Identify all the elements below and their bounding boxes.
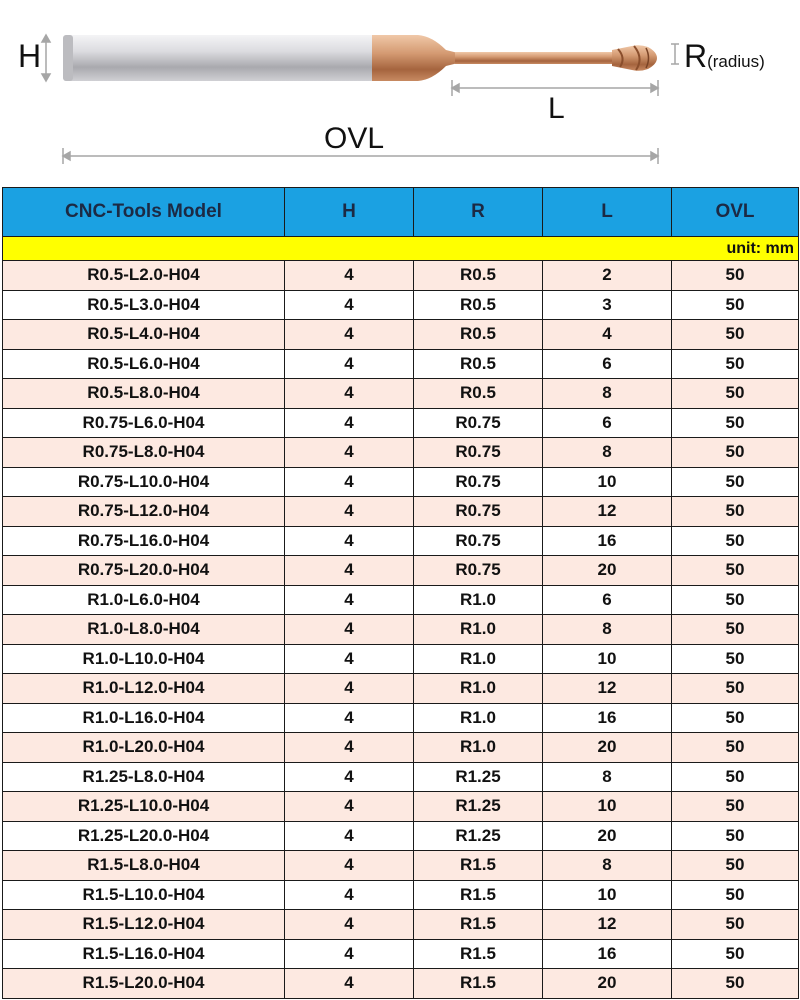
table-row xyxy=(3,792,799,822)
r-label-sub: (radius) xyxy=(707,52,765,71)
cell-ovl: 50 xyxy=(672,733,799,763)
cell-l: 8 xyxy=(543,851,672,881)
table-row xyxy=(3,497,799,527)
cell-h: 4 xyxy=(285,703,414,733)
cell-ovl: 50 xyxy=(672,792,799,822)
cell-model: R1.5-L16.0-H04 xyxy=(3,939,285,969)
cell-model: R0.75-L16.0-H04 xyxy=(3,526,285,556)
cell-r: R0.75 xyxy=(414,408,543,438)
cell-model: R0.5-L8.0-H04 xyxy=(3,379,285,409)
cell-l: 3 xyxy=(543,290,672,320)
cell-h: 4 xyxy=(285,497,414,527)
cell-l: 12 xyxy=(543,497,672,527)
cell-h: 4 xyxy=(285,349,414,379)
header-ovl: OVL xyxy=(672,188,799,237)
header-l: L xyxy=(543,188,672,237)
cell-l: 16 xyxy=(543,703,672,733)
cell-l: 8 xyxy=(543,379,672,409)
table-row xyxy=(3,438,799,468)
cell-l: 16 xyxy=(543,526,672,556)
cell-r: R1.0 xyxy=(414,703,543,733)
cell-model: R1.5-L12.0-H04 xyxy=(3,910,285,940)
table-row xyxy=(3,379,799,409)
cell-l: 10 xyxy=(543,467,672,497)
cell-model: R1.25-L20.0-H04 xyxy=(3,821,285,851)
cell-ovl: 50 xyxy=(672,703,799,733)
unit-row xyxy=(3,237,799,261)
r-dimension-line xyxy=(671,44,679,64)
cell-model: R0.5-L3.0-H04 xyxy=(3,290,285,320)
tool-shank xyxy=(63,35,375,81)
table-row xyxy=(3,703,799,733)
cell-l: 20 xyxy=(543,556,672,586)
cell-ovl: 50 xyxy=(672,467,799,497)
cell-l: 20 xyxy=(543,733,672,763)
cell-h: 4 xyxy=(285,556,414,586)
cell-model: R1.0-L6.0-H04 xyxy=(3,585,285,615)
cell-h: 4 xyxy=(285,615,414,645)
cell-ovl: 50 xyxy=(672,969,799,999)
cell-ovl: 50 xyxy=(672,644,799,674)
cell-r: R1.25 xyxy=(414,792,543,822)
cell-r: R0.75 xyxy=(414,467,543,497)
cell-ovl: 50 xyxy=(672,526,799,556)
table-row xyxy=(3,349,799,379)
cell-model: R1.0-L8.0-H04 xyxy=(3,615,285,645)
end-mill-illustration xyxy=(0,0,800,185)
cell-model: R0.75-L10.0-H04 xyxy=(3,467,285,497)
cell-l: 20 xyxy=(543,969,672,999)
cell-l: 12 xyxy=(543,910,672,940)
cell-ovl: 50 xyxy=(672,939,799,969)
table-row xyxy=(3,261,799,291)
cell-ovl: 50 xyxy=(672,408,799,438)
table-row xyxy=(3,467,799,497)
cell-r: R0.5 xyxy=(414,290,543,320)
cell-h: 4 xyxy=(285,438,414,468)
table-row xyxy=(3,851,799,881)
ovl-label: OVL xyxy=(324,122,385,155)
table-row xyxy=(3,821,799,851)
cell-ovl: 50 xyxy=(672,556,799,586)
cell-ovl: 50 xyxy=(672,821,799,851)
cell-h: 4 xyxy=(285,526,414,556)
cell-r: R1.5 xyxy=(414,910,543,940)
cell-l: 10 xyxy=(543,644,672,674)
header-h: H xyxy=(285,188,414,237)
cell-l: 8 xyxy=(543,615,672,645)
cell-h: 4 xyxy=(285,379,414,409)
cell-model: R1.0-L10.0-H04 xyxy=(3,644,285,674)
cell-l: 4 xyxy=(543,320,672,350)
cell-h: 4 xyxy=(285,821,414,851)
cell-model: R1.5-L10.0-H04 xyxy=(3,880,285,910)
cell-model: R1.0-L16.0-H04 xyxy=(3,703,285,733)
table-row xyxy=(3,939,799,969)
cell-h: 4 xyxy=(285,644,414,674)
cell-r: R1.25 xyxy=(414,762,543,792)
cell-h: 4 xyxy=(285,320,414,350)
table-body xyxy=(3,237,799,999)
table-row xyxy=(3,880,799,910)
cell-ovl: 50 xyxy=(672,290,799,320)
table-row xyxy=(3,556,799,586)
cell-h: 4 xyxy=(285,408,414,438)
cell-r: R1.25 xyxy=(414,821,543,851)
cell-ovl: 50 xyxy=(672,320,799,350)
cell-h: 4 xyxy=(285,674,414,704)
table-row xyxy=(3,615,799,645)
table-row xyxy=(3,910,799,940)
cell-model: R1.0-L20.0-H04 xyxy=(3,733,285,763)
cell-r: R0.75 xyxy=(414,526,543,556)
table-row xyxy=(3,290,799,320)
unit-label: unit: mm xyxy=(3,237,799,261)
cell-h: 4 xyxy=(285,910,414,940)
cell-ovl: 50 xyxy=(672,349,799,379)
cell-h: 4 xyxy=(285,851,414,881)
table-row xyxy=(3,408,799,438)
table-row xyxy=(3,674,799,704)
table-row xyxy=(3,969,799,999)
cell-l: 8 xyxy=(543,438,672,468)
cell-ovl: 50 xyxy=(672,379,799,409)
cell-model: R1.0-L12.0-H04 xyxy=(3,674,285,704)
cell-h: 4 xyxy=(285,467,414,497)
cell-l: 10 xyxy=(543,792,672,822)
l-label: L xyxy=(548,92,565,125)
cell-ovl: 50 xyxy=(672,880,799,910)
cell-r: R1.0 xyxy=(414,615,543,645)
cell-l: 8 xyxy=(543,762,672,792)
cell-h: 4 xyxy=(285,585,414,615)
h-label: H xyxy=(18,38,42,74)
cell-ovl: 50 xyxy=(672,674,799,704)
cell-r: R1.0 xyxy=(414,674,543,704)
cell-l: 2 xyxy=(543,261,672,291)
cell-h: 4 xyxy=(285,261,414,291)
cell-r: R1.5 xyxy=(414,939,543,969)
cell-l: 6 xyxy=(543,349,672,379)
table-row xyxy=(3,585,799,615)
cell-ovl: 50 xyxy=(672,438,799,468)
cell-l: 6 xyxy=(543,585,672,615)
table-row xyxy=(3,320,799,350)
cell-ovl: 50 xyxy=(672,762,799,792)
cell-r: R1.0 xyxy=(414,585,543,615)
cell-ovl: 50 xyxy=(672,261,799,291)
header-model: CNC-Tools Model xyxy=(3,188,285,237)
spec-table xyxy=(2,187,799,999)
cell-h: 4 xyxy=(285,733,414,763)
cell-r: R0.5 xyxy=(414,379,543,409)
cell-model: R0.5-L2.0-H04 xyxy=(3,261,285,291)
cell-model: R0.75-L6.0-H04 xyxy=(3,408,285,438)
cell-model: R1.5-L20.0-H04 xyxy=(3,969,285,999)
r-label xyxy=(684,38,765,75)
r-label-main: R xyxy=(684,38,708,74)
cell-model: R0.75-L12.0-H04 xyxy=(3,497,285,527)
cell-ovl: 50 xyxy=(672,615,799,645)
cell-h: 4 xyxy=(285,792,414,822)
cell-ovl: 50 xyxy=(672,910,799,940)
cell-r: R0.75 xyxy=(414,556,543,586)
cell-ovl: 50 xyxy=(672,851,799,881)
cell-h: 4 xyxy=(285,939,414,969)
cell-r: R1.0 xyxy=(414,733,543,763)
cell-ovl: 50 xyxy=(672,497,799,527)
cell-r: R0.5 xyxy=(414,349,543,379)
table-row xyxy=(3,526,799,556)
h-dimension-line xyxy=(42,35,50,81)
tool-coated-section xyxy=(372,35,657,81)
cell-r: R1.5 xyxy=(414,969,543,999)
table-header xyxy=(3,188,799,237)
cell-r: R1.0 xyxy=(414,644,543,674)
cell-r: R1.5 xyxy=(414,851,543,881)
header-r: R xyxy=(414,188,543,237)
cell-h: 4 xyxy=(285,969,414,999)
end-mill-diagram xyxy=(0,0,800,185)
cell-r: R0.75 xyxy=(414,497,543,527)
cell-ovl: 50 xyxy=(672,585,799,615)
cell-r: R0.5 xyxy=(414,261,543,291)
cell-r: R0.5 xyxy=(414,320,543,350)
table-row xyxy=(3,762,799,792)
cell-l: 12 xyxy=(543,674,672,704)
cell-model: R0.75-L20.0-H04 xyxy=(3,556,285,586)
cell-h: 4 xyxy=(285,880,414,910)
cell-l: 20 xyxy=(543,821,672,851)
cell-h: 4 xyxy=(285,290,414,320)
cell-model: R1.25-L10.0-H04 xyxy=(3,792,285,822)
cell-l: 10 xyxy=(543,880,672,910)
cell-l: 6 xyxy=(543,408,672,438)
cell-l: 16 xyxy=(543,939,672,969)
cell-h: 4 xyxy=(285,762,414,792)
cell-model: R0.5-L6.0-H04 xyxy=(3,349,285,379)
table-row xyxy=(3,733,799,763)
cell-r: R1.5 xyxy=(414,880,543,910)
cell-model: R1.25-L8.0-H04 xyxy=(3,762,285,792)
header-row xyxy=(3,188,799,237)
cell-model: R0.5-L4.0-H04 xyxy=(3,320,285,350)
cell-model: R1.5-L8.0-H04 xyxy=(3,851,285,881)
cell-model: R0.75-L8.0-H04 xyxy=(3,438,285,468)
table-row xyxy=(3,644,799,674)
cell-r: R0.75 xyxy=(414,438,543,468)
